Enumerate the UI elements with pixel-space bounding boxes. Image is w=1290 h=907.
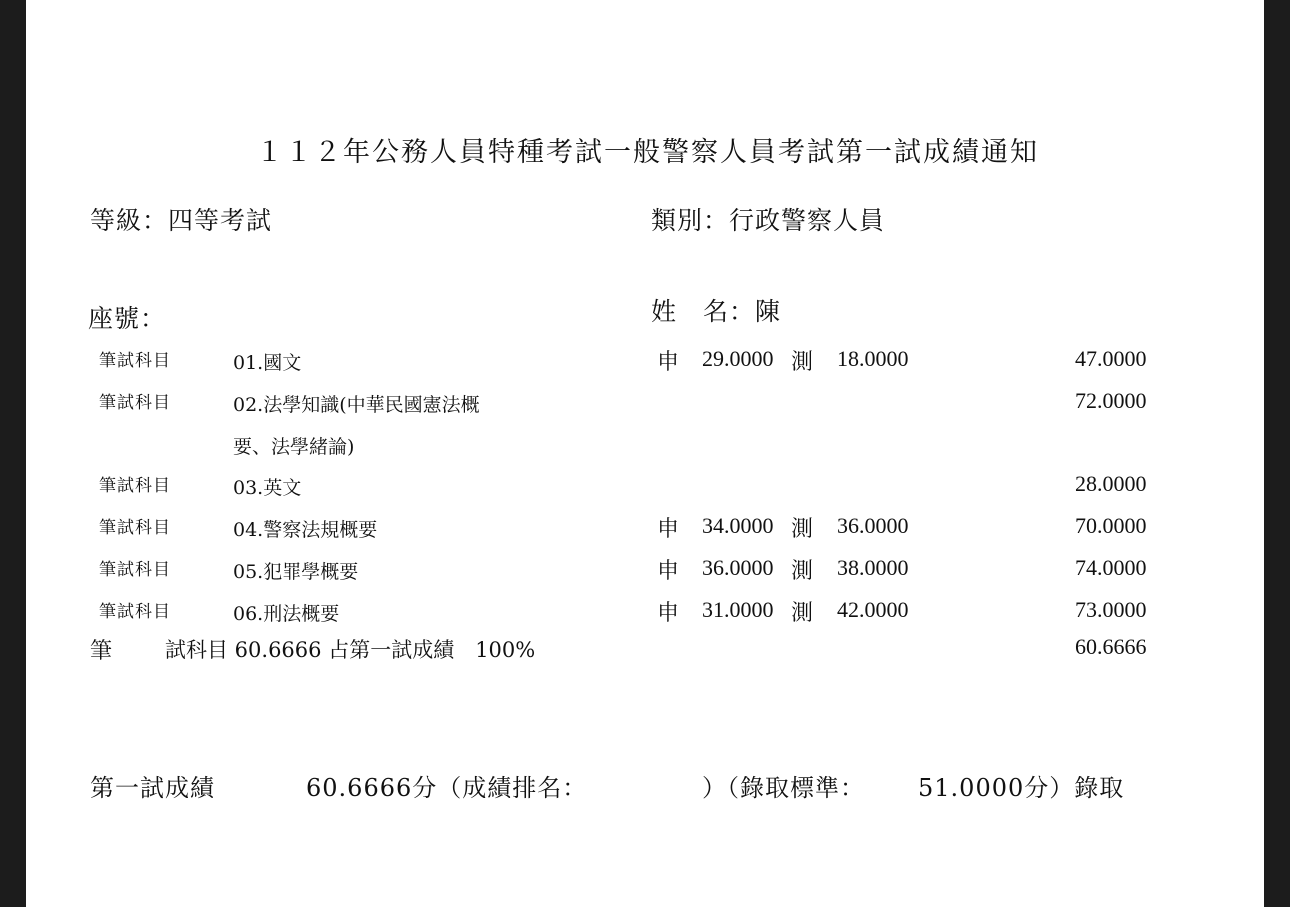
- subject-name: 01.國文: [233, 352, 302, 374]
- test-marker: 測: [791, 601, 814, 626]
- subject-label: 筆試科目: [99, 560, 171, 580]
- essay-score: 29.0000: [702, 346, 774, 371]
- essay-marker: 申: [657, 601, 680, 626]
- subject-total: 28.0000: [1075, 471, 1147, 496]
- subject-label: 筆試科目: [99, 476, 171, 496]
- essay-marker: 申: [657, 517, 680, 542]
- summary-text: 試科目 60.6666 占第一試成績 100%: [165, 638, 536, 662]
- subject-name: 05.犯罪學概要: [233, 561, 359, 583]
- candidate-name: 姓 名：陳: [651, 297, 782, 326]
- subject-total: 74.0000: [1075, 555, 1147, 580]
- subject-total: 70.0000: [1075, 513, 1147, 538]
- exam-category: 類別：行政警察人員: [651, 206, 886, 235]
- rank-and-standard: ）（錄取標準：: [702, 774, 865, 802]
- viewer-edge-right: [1264, 0, 1290, 907]
- exam-level: 等級：四等考試: [90, 206, 273, 235]
- admission-standard: 51.0000分）錄取: [918, 774, 1125, 802]
- subject-label: 筆試科目: [99, 518, 171, 538]
- viewer-edge-left: [0, 0, 26, 907]
- subject-label: 筆試科目: [99, 602, 171, 622]
- seat-number: 座號：: [88, 304, 167, 333]
- essay-marker: 申: [657, 350, 680, 375]
- subject-label: 筆試科目: [99, 393, 171, 413]
- subject-name: 02.法學知識(中華民國憲法概: [233, 394, 480, 416]
- test-marker: 測: [791, 517, 814, 542]
- test-marker: 測: [791, 350, 814, 375]
- essay-score: 34.0000: [702, 513, 774, 538]
- subject-total: 47.0000: [1075, 346, 1147, 371]
- essay-marker: 申: [657, 559, 680, 584]
- subject-name-continued: 要、法學緒論): [233, 436, 355, 458]
- subject-label: 筆試科目: [99, 351, 171, 371]
- document-title: １１２年公務人員特種考試一般警察人員考試第一試成績通知: [256, 137, 1039, 168]
- subject-total: 73.0000: [1075, 597, 1147, 622]
- test-score: 42.0000: [837, 597, 909, 622]
- test-score: 18.0000: [837, 346, 909, 371]
- final-label: 第一試成績: [90, 774, 215, 802]
- essay-score: 31.0000: [702, 597, 774, 622]
- subject-name: 04.警察法規概要: [233, 519, 378, 541]
- score-notice-page: [26, 0, 1264, 907]
- test-score: 38.0000: [837, 555, 909, 580]
- test-score: 36.0000: [837, 513, 909, 538]
- test-marker: 測: [791, 559, 814, 584]
- final-score: 60.6666分（成績排名：: [306, 774, 588, 802]
- summary-total: 60.6666: [1075, 634, 1147, 659]
- subject-name: 06.刑法概要: [233, 603, 340, 625]
- subject-total: 72.0000: [1075, 388, 1147, 413]
- summary-prefix: 筆: [90, 639, 113, 664]
- essay-score: 36.0000: [702, 555, 774, 580]
- subject-name: 03.英文: [233, 477, 302, 499]
